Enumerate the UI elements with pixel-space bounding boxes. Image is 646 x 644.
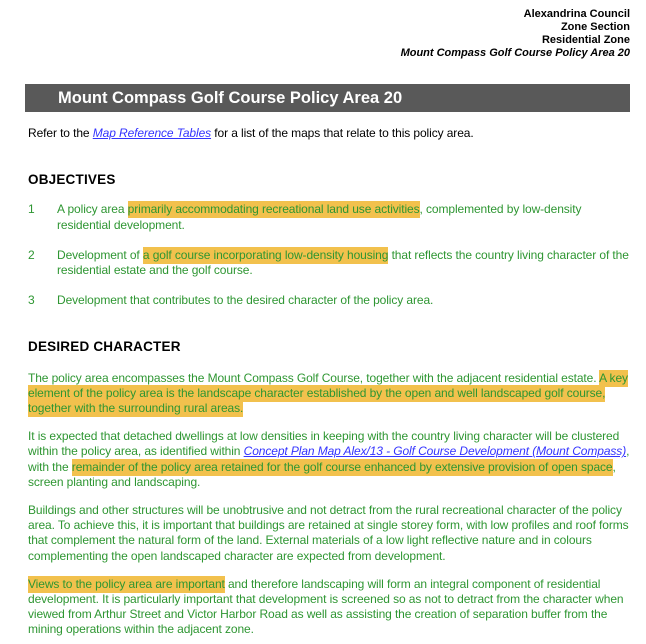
- text-run: , with the: [28, 444, 630, 474]
- header-line-residential-zone: Residential Zone: [541, 34, 630, 46]
- objective-item-1: [28, 202, 633, 232]
- text-run: , complemented by low-density residential development.: [57, 202, 582, 232]
- text-run: , screen planting and landscaping.: [28, 459, 616, 489]
- highlighted-text: a golf course incorporating low-density housing: [142, 247, 389, 262]
- highlighted-text: remainder of the policy area retained for the golf course enhanced by extensive provision of open space: [71, 459, 613, 474]
- header-line-zone-section: Zone Section: [560, 21, 630, 33]
- text-run: for a list of the maps that relate to this policy area.: [211, 126, 474, 140]
- text-run: and therefore landscaping will form an integral component of residential development. It is particularly important that development is screened so as not to detract from the character when viewed from Arthur Street and Victor Harbor Road as well as assisting the creation of separation buffer from the mining operations within the adjacent zone.: [28, 576, 624, 637]
- objective-number: 3: [28, 293, 35, 308]
- document-content: [28, 126, 633, 638]
- page-header: [0, 0, 630, 60]
- highlighted-text: Views to the policy area are important: [28, 576, 225, 591]
- objective-item-3: [28, 293, 633, 308]
- title-bar: [25, 84, 630, 112]
- map-reference-tables-link[interactable]: Map Reference Tables: [92, 126, 212, 140]
- text-run: A policy area: [57, 202, 128, 217]
- desired-character-paragraph-4: [28, 577, 633, 638]
- text-run: It is expected that detached dwellings at low densities in keeping with the country living character will be clustered within the policy area, as identified within: [28, 429, 620, 459]
- text-run: that reflects the country living character of the residential estate and the golf course.: [57, 247, 629, 278]
- highlighted-text: primarily accommodating recreational land use activities: [127, 202, 420, 217]
- objective-number: 2: [28, 247, 35, 262]
- concept-plan-map-link[interactable]: Concept Plan Map Alex/13 - Golf Course Development (Mount Compass): [243, 444, 627, 459]
- objectives-heading: OBJECTIVES: [28, 172, 116, 188]
- desired-character-paragraph-3: [28, 503, 633, 564]
- title-bar-text: Mount Compass Golf Course Policy Area 20: [58, 89, 403, 107]
- desired-character-paragraph-1: [28, 371, 633, 417]
- text-run: Development of: [57, 247, 143, 262]
- objective-number: 1: [28, 202, 35, 217]
- intro-paragraph: [28, 126, 633, 141]
- text-run: The policy area encompasses the Mount Compass Golf Course, together with the adjacent residential estate.: [28, 370, 600, 385]
- text-run: Refer to the: [28, 126, 93, 140]
- objective-text: [57, 248, 633, 278]
- desired-character-paragraph-2: [28, 429, 633, 490]
- objective-item-2: [28, 248, 633, 278]
- header-line-council: Alexandrina Council: [523, 8, 630, 20]
- desired-character-heading: DESIRED CHARACTER: [28, 339, 181, 355]
- highlighted-text: A key element of the policy area is the landscape character established by the open and well landscaped golf course, together with the surrounding rural areas.: [28, 370, 628, 416]
- header-line-policy-area: Mount Compass Golf Course Policy Area 20: [400, 47, 630, 59]
- text-run: Development that contributes to the desired character of the policy area.: [57, 293, 434, 308]
- objective-text: [57, 293, 633, 308]
- text-run: Buildings and other structures will be unobtrusive and not detract from the rural recreational character of the policy area. To achieve this, it is important that buildings are retained at single storey form, with low profiles and roof forms that complement the natural form of the land. External materials of a low light reflective nature and in colours complementing the open landscaped character are expected from development.: [28, 503, 629, 563]
- objective-text: [57, 202, 633, 232]
